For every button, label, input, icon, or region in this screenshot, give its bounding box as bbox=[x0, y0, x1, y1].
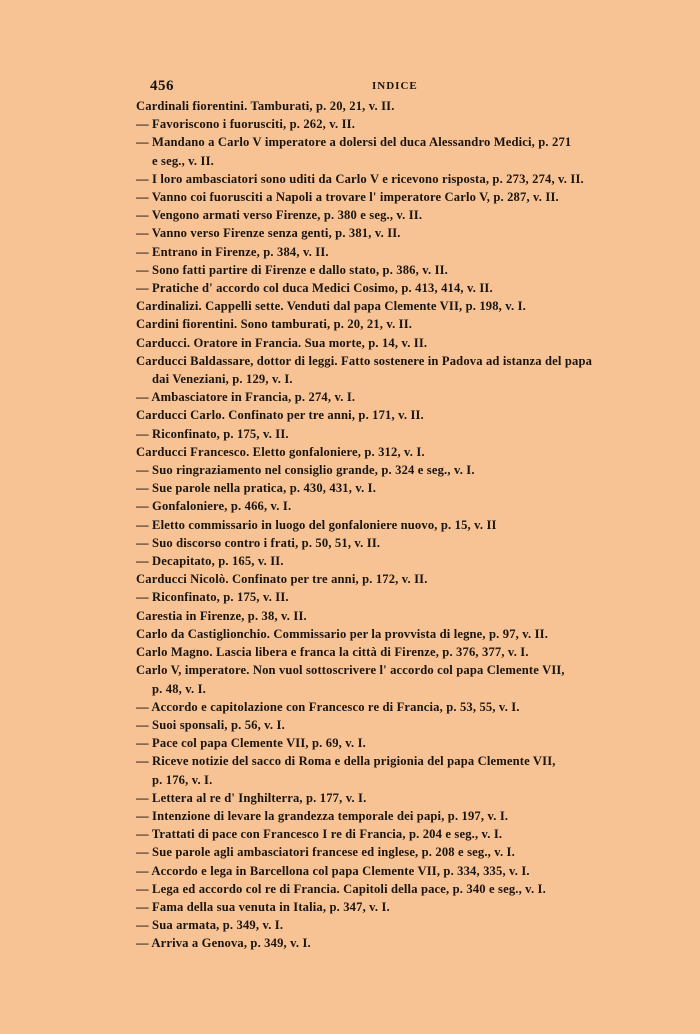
running-head: INDICE bbox=[372, 80, 418, 92]
index-entry: — Vanno coi fuorusciti a Napoli a trovare l' imperatore Carlo V, p. 287, v. II. bbox=[136, 190, 559, 205]
index-entry: — Suoi sponsali, p. 56, v. I. bbox=[136, 717, 285, 732]
index-entry: Carestia in Firenze, p. 38, v. II. bbox=[136, 608, 307, 623]
index-entry: — Mandano a Carlo V imperatore a dolersi del duca Alessandro Medici, p. 271 bbox=[136, 135, 572, 150]
index-entry: — Trattati di pace con Francesco I re di Francia, p. 204 e seg., v. I. bbox=[136, 827, 503, 842]
page-header bbox=[150, 78, 450, 98]
index-entry: Carlo da Castiglionchio. Commissario per la provvista di legne, p. 97, v. II. bbox=[136, 626, 549, 641]
index-entry: Carlo V, imperatore. Non vuol sottoscrivere l' accordo col papa Clemente VII, bbox=[136, 663, 565, 678]
index-entry: Carlo Magno. Lascia libera e franca la città di Firenze, p. 376, 377, v. I. bbox=[136, 645, 529, 660]
index-entry: — Eletto commissario in luogo del gonfaloniere nuovo, p. 15, v. II bbox=[136, 517, 497, 532]
index-entry: Carducci. Oratore in Francia. Sua morte, p. 14, v. II. bbox=[136, 335, 428, 350]
index-entry: — Ambasciatore in Francia, p. 274, v. I. bbox=[136, 390, 356, 405]
index-entry-continuation: e seg., v. II. bbox=[152, 153, 214, 168]
index-entry: — Lettera al re d' Inghilterra, p. 177, v. I. bbox=[136, 790, 367, 805]
index-entry: Carducci Carlo. Confinato per tre anni, p. 171, v. II. bbox=[136, 408, 424, 423]
index-entry: Cardini fiorentini. Sono tamburati, p. 20, 21, v. II. bbox=[136, 317, 413, 332]
index-entry: — Intenzione di levare la grandezza temporale dei papi, p. 197, v. I. bbox=[136, 808, 509, 823]
index-entry: — Accordo e lega in Barcellona col papa Clemente VII, p. 334, 335, v. I. bbox=[136, 863, 530, 878]
index-entry: — Suo discorso contro i frati, p. 50, 51, v. II. bbox=[136, 535, 381, 550]
page-number: 456 bbox=[150, 78, 174, 94]
index-entry: — Gonfaloniere, p. 466, v. I. bbox=[136, 499, 292, 514]
index-entry: — Decapitato, p. 165, v. II. bbox=[136, 554, 284, 569]
index-entry: — Fama della sua venuta in Italia, p. 347, v. I. bbox=[136, 899, 390, 914]
index-entry: — Lega ed accordo col re di Francia. Capitoli della pace, p. 340 e seg., v. I. bbox=[136, 881, 546, 896]
index-entry: — Sue parole agli ambasciatori francese ed inglese, p. 208 e seg., v. I. bbox=[136, 845, 515, 860]
index-entry: — Pratiche d' accordo col duca Medici Cosimo, p. 413, 414, v. II. bbox=[136, 281, 493, 296]
index-entry: — Sono fatti partire di Firenze e dallo stato, p. 386, v. II. bbox=[136, 262, 448, 277]
index-entry: — Sue parole nella pratica, p. 430, 431, v. I. bbox=[136, 481, 377, 496]
index-entry: — Favoriscono i fuorusciti, p. 262, v. II. bbox=[136, 117, 356, 132]
index-entry-continuation: p. 48, v. I. bbox=[152, 681, 206, 696]
index-entry: — Entrano in Firenze, p. 384, v. II. bbox=[136, 244, 329, 259]
index-entry: — Sua armata, p. 349, v. I. bbox=[136, 918, 284, 933]
index-entry: Carducci Francesco. Eletto gonfaloniere, p. 312, v. I. bbox=[136, 444, 425, 459]
index-entry-continuation: dai Veneziani, p. 129, v. I. bbox=[152, 372, 293, 387]
index-entry-continuation: p. 176, v. I. bbox=[152, 772, 213, 787]
index-entry: — Accordo e capitolazione con Francesco re di Francia, p. 53, 55, v. I. bbox=[136, 699, 520, 714]
index-entry: — Arriva a Genova, p. 349, v. I. bbox=[136, 936, 311, 951]
index-entry: — Vanno verso Firenze senza genti, p. 381, v. II. bbox=[136, 226, 401, 241]
index-entry: — I loro ambasciatori sono uditi da Carlo V e ricevono risposta, p. 273, 274, v. II. bbox=[136, 171, 584, 186]
index-entry: Carducci Baldassare, dottor di leggi. Fatto sostenere in Padova ad istanza del papa bbox=[136, 353, 593, 368]
index-entry: — Suo ringraziamento nel consiglio grande, p. 324 e seg., v. I. bbox=[136, 463, 475, 478]
index-entry: — Vengono armati verso Firenze, p. 380 e seg., v. II. bbox=[136, 208, 423, 223]
index-entry: — Riconfinato, p. 175, v. II. bbox=[136, 590, 289, 605]
index-entry: Cardinali fiorentini. Tamburati, p. 20, 21, v. II. bbox=[136, 99, 395, 113]
index-entries bbox=[136, 97, 656, 953]
index-entry: Carducci Nicolò. Confinato per tre anni, p. 172, v. II. bbox=[136, 572, 428, 587]
index-entry: — Riconfinato, p. 175, v. II. bbox=[136, 426, 289, 441]
index-entry: Cardinalizi. Cappelli sette. Venduti dal papa Clemente VII, p. 198, v. I. bbox=[136, 299, 526, 314]
index-entry: — Pace col papa Clemente VII, p. 69, v. I. bbox=[136, 736, 366, 751]
index-entry: — Riceve notizie del sacco di Roma e della prigionia del papa Clemente VII, bbox=[136, 754, 556, 769]
